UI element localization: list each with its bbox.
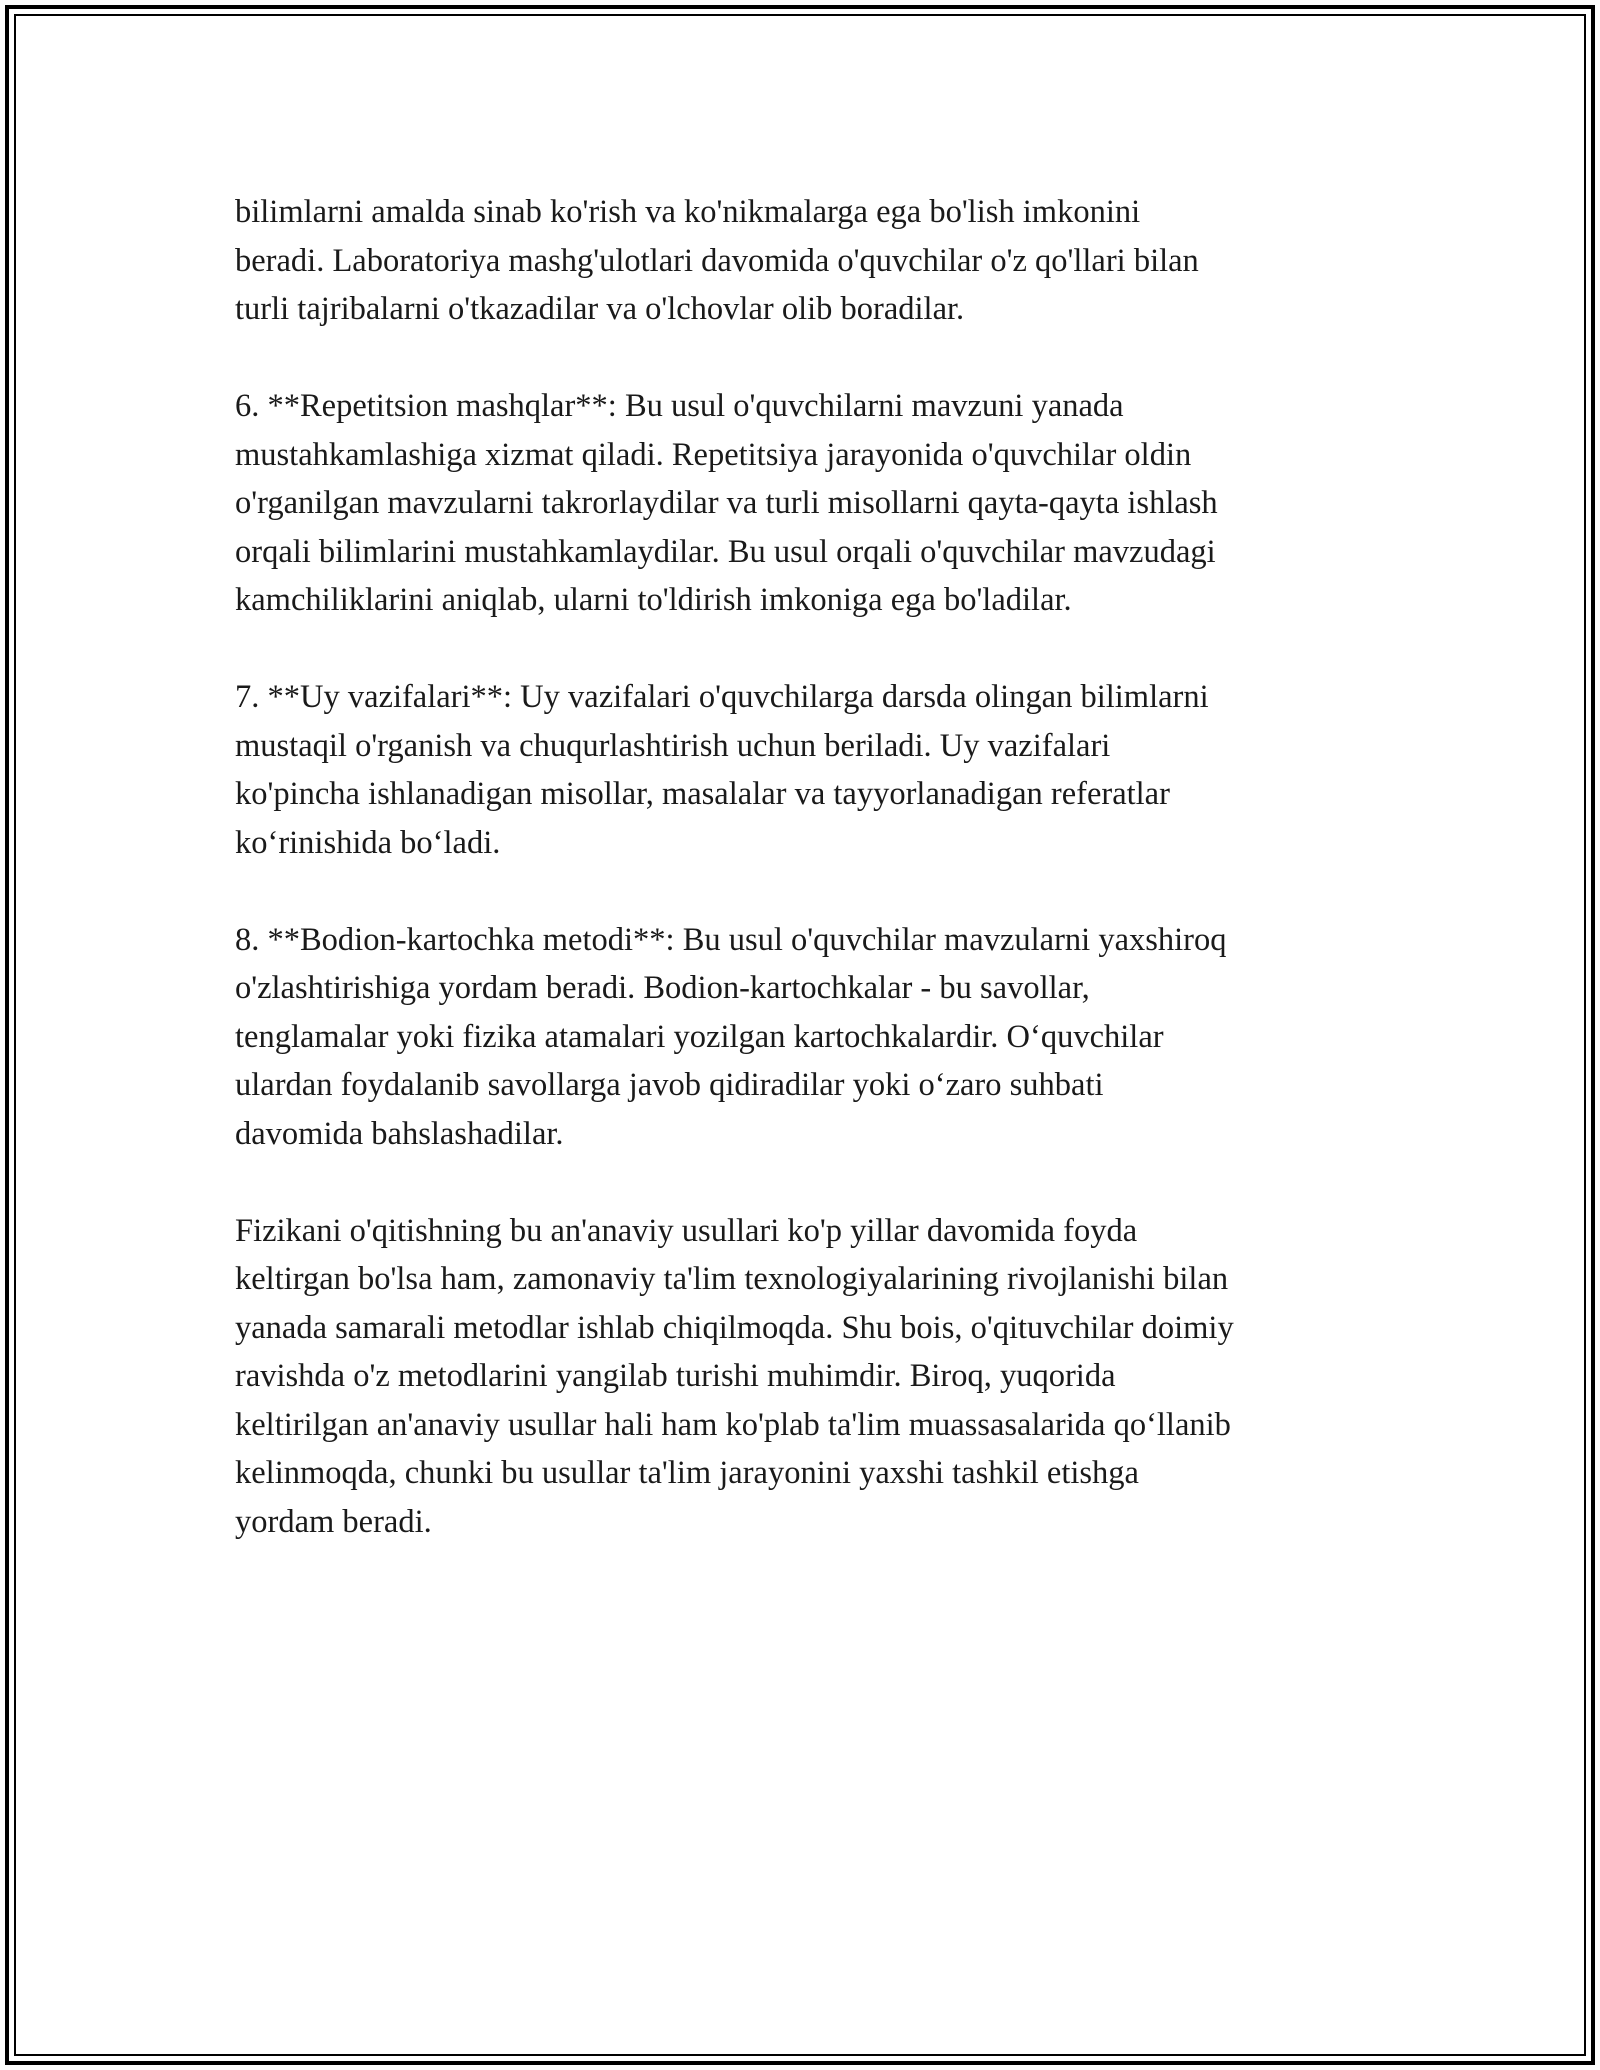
- paragraph-laboratory-continuation: bilimlarni amalda sinab ko'rish va ko'nikmalarga ega bo'lish imkonini beradi. Laboratoriya mashg'ulotlari davomida o'quvchilar o'z qo'llari bilan turli tajribalarni o'tkazadilar va o'lchovlar olib boradilar.: [235, 194, 1199, 327]
- paragraph-uy-vazifalari: 7. **Uy vazifalari**: Uy vazifalari o'quvchilarga darsda olingan bilimlarni mustaqil o'rganish va chuqurlashtirish uchun beriladi. Uy vazifalari ko'pincha ishlanadigan misollar, masalalar va tayyorlanadigan referatlar koʻrinishida boʻladi.: [235, 679, 1209, 861]
- paragraph-bodion-kartochka: 8. **Bodion-kartochka metodi**: Bu usul o'quvchilar mavzularni yaxshiroq o'zlashtirishiga yordam beradi. Bodion-kartochkalar - bu savollar, tenglamalar yoki fizika atamalari yozilgan kartochkalardir. Oʻquvchilar ulardan foydalanib savollarga javob qidiradilar yoki oʻzaro suhbati davomida bahslashadilar.: [235, 921, 1227, 1152]
- paragraph-conclusion: Fizikani o'qitishning bu an'anaviy usullari ko'p yillar davomida foyda keltirgan bo'lsa ham, zamonaviy ta'lim texnologiyalarining rivojlanishi bilan yanada samarali metodlar ishlab chiqilmoqda. Shu bois, o'qituvchilar doimiy ravishda o'z metodlarini yangilab turishi muhimdir. Biroq, yuqorida keltirilgan an'anaviy usullar hali ham ko'plab ta'lim muassasalarida qoʻllanib kelinmoqda, chunki bu usullar ta'lim jarayonini yaxshi tashkil etishga yordam beradi.: [235, 1212, 1234, 1540]
- paragraph-repetitsion-mashqlar: 6. **Repetitsion mashqlar**: Bu usul o'quvchilarni mavzuni yanada mustahkamlashiga xizmat qiladi. Repetitsiya jarayonida o'quvchilar oldin o'rganilgan mavzularni takrorlaydilar va turli misollarni qayta-qayta ishlash orqali bilimlarini mustahkamlaydilar. Bu usul orqali o'quvchilar mavzudagi kamchiliklarini aniqlab, ularni to'ldirish imkoniga ega bo'ladilar.: [235, 388, 1218, 618]
- document-body: [235, 188, 1375, 1595]
